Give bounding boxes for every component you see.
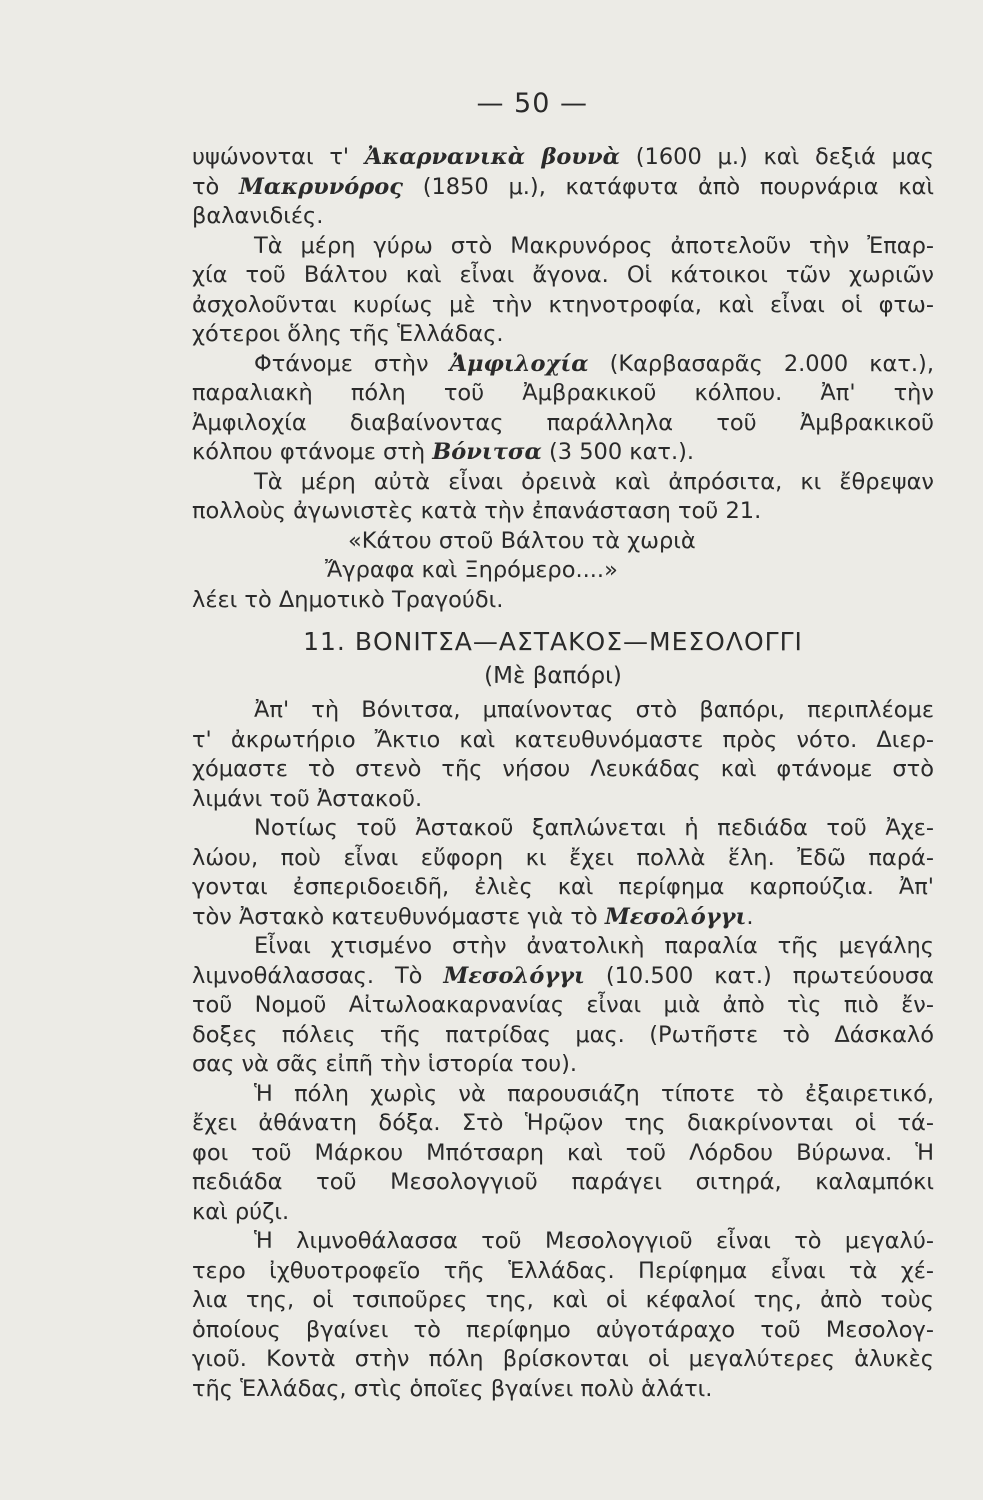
section-title: 11. ΒΟΝΙΤΣΑ—ΑΣΤΑΚΟΣ—ΜΕΣΟΛΟΓΓΙ xyxy=(303,627,803,656)
text-line: χία τοῦ Βάλτου καὶ εἶναι ἄγονα. Οἱ κάτοικοι τῶν χωριῶν xyxy=(192,262,934,288)
text-line: Τὰ μέρη γύρω στὸ Μακρυνόρος ἀποτελοῦν τὴν Ἐπαρ- xyxy=(254,232,934,259)
text-line: παραλιακὴ πόλη τοῦ Ἀμβρακικοῦ κόλπου. Ἀπ' τὴν xyxy=(192,380,934,406)
text-line: ἀσχολοῦνται κυρίως μὲ τὴν κτηνοτροφία, καὶ εἶναι οἱ φτω- xyxy=(192,291,934,318)
text-line: λια της, οἱ τσιποῦρες της, καὶ οἱ κέφαλοί της, ἀπὸ τοὺς xyxy=(192,1287,934,1313)
text-line: τοῦ Νομοῦ Αἰτωλοακαρνανίας εἶναι μιὰ ἀπὸ τὶς πιὸ ἔν- xyxy=(192,992,934,1018)
text-line: βαλανιδιές. xyxy=(192,203,324,229)
text-line: χότεροι ὅλης τῆς Ἑλλάδας. xyxy=(192,321,504,347)
text-line: Ἀμφιλοχία διαβαίνοντας παράλληλα τοῦ Ἀμβρακικοῦ xyxy=(192,409,934,436)
verse-line: «Κάτου στοῦ Βάλτου τὰ χωριὰ xyxy=(348,527,696,554)
text-line: γιοῦ. Κοντὰ στὴν πόλη βρίσκονται οἱ μεγαλύτερες ἁλυκὲς xyxy=(192,1346,934,1372)
text-line: Τὰ μέρη αὐτὰ εἶναι ὀρεινὰ καὶ ἀπρόσιτα, κι ἔθρεψαν xyxy=(254,468,934,495)
text-line: πολλοὺς ἀγωνιστὲς κατὰ τὴν ἐπανάσταση τοῦ 21. xyxy=(192,498,762,524)
text-line: Ἡ πόλη χωρὶς νὰ παρουσιάζη τίποτε τὸ ἐξαιρετικό, xyxy=(254,1080,934,1107)
place-name: Μεσολόγγι xyxy=(604,903,747,930)
text-line: Νοτίως τοῦ Ἀστακοῦ ξαπλώνεται ἡ πεδιάδα τοῦ Ἀχε- xyxy=(254,815,934,841)
text-line: τὸ Μακρυνόρος (1850 μ.), κατάφυτα ἀπὸ πουρνάρια καὶ xyxy=(192,173,934,200)
text-block-intro xyxy=(192,143,934,699)
place-name: Μεσολόγγι xyxy=(443,962,585,989)
text-line: λιμνοθάλασσας. Τὸ Μεσολόγγι (10.500 κατ.) πρωτεύουσα xyxy=(192,962,934,989)
text-line: Εἶναι χτισμένο στὴν ἀνατολικὴ παραλία τῆς μεγάλης xyxy=(254,933,934,959)
text-line: ὁποίους βγαίνει τὸ περίφημο αὐγοτάραχο τοῦ Μεσολογ- xyxy=(192,1316,934,1343)
place-name: Ἀμφιλοχία xyxy=(449,350,589,377)
text-line: καὶ ρύζι. xyxy=(192,1198,290,1225)
text-block-section-11 xyxy=(192,696,934,1404)
page-number: — 50 — xyxy=(476,88,588,119)
text-line: τὸν Ἀστακὸ κατευθυνόμαστε γιὰ τὸ Μεσολόγγι. xyxy=(192,903,754,930)
text-line: λιμάνι τοῦ Ἀστακοῦ. xyxy=(192,785,423,812)
section-subtitle: (Μὲ βαπόρι) xyxy=(484,663,622,689)
text-line: σας νὰ σᾶς εἰπῆ τὴν ἱστορία του). xyxy=(192,1051,578,1077)
text-line: λώου, ποὺ εἶναι εὔφορη κι ἔχει πολλὰ ἕλη. Ἐδῶ παρά- xyxy=(192,844,934,871)
text-line: Φτάνομε στὴν Ἀμφιλοχία (Καρβασαρᾶς 2.000 κατ.), xyxy=(254,350,934,377)
text-line: γονται ἐσπεριδοειδῆ, ἐλιὲς καὶ περίφημα καρπούζια. Ἀπ' xyxy=(192,874,934,900)
text-line: ἔχει ἀθάνατη δόξα. Στὸ Ἡρῷον της διακρίνονται οἱ τά- xyxy=(192,1110,934,1136)
text-line: πεδιάδα τοῦ Μεσολογγιοῦ παράγει σιτηρά, καλαμπόκι xyxy=(192,1169,934,1195)
text-line: χόμαστε τὸ στενὸ τῆς νήσου Λευκάδας καὶ φτάνομε στὸ xyxy=(192,756,934,782)
text-line: υψώνονται τ' Ἀκαρνανικὰ βουνὰ (1600 μ.) καὶ δεξιά μας xyxy=(192,144,934,170)
text-line: τ' ἀκρωτήριο Ἄκτιο καὶ κατευθυνόμαστε πρὸς νότο. Διερ- xyxy=(192,726,934,753)
text-line: κόλπου φτάνομε στὴ Βόνιτσα (3 500 κατ.). xyxy=(192,439,695,465)
text-line: τερο ἰχθυοτροφεῖο τῆς Ἑλλάδας. Περίφημα εἶναι τὰ χέ- xyxy=(192,1257,934,1284)
text-line: τῆς Ἑλλάδας, στὶς ὁποῖες βγαίνει πολὺ ἁλάτι. xyxy=(192,1375,713,1402)
text-line: Ἀπ' τὴ Βόνιτσα, μπαίνοντας στὸ βαπόρι, περιπλέομε xyxy=(254,697,934,723)
place-name: Βόνιτσα xyxy=(432,439,542,465)
verse-line: Ἄγραφα καὶ Ξηρόμερο....» xyxy=(325,557,618,583)
place-name: Μακρυνόρος xyxy=(239,173,403,200)
place-name: Ἀκαρνανικὰ βουνὰ xyxy=(364,144,620,170)
text-line: δοξες πόλεις τῆς πατρίδας μας. (Ρωτῆστε τὸ Δάσκαλό xyxy=(192,1021,934,1048)
text-line: φοι τοῦ Μάρκου Μπότσαρη καὶ τοῦ Λόρδου Βύρωνα. Ἡ xyxy=(192,1139,934,1166)
text-line: λέει τὸ Δημοτικὸ Τραγούδι. xyxy=(192,586,504,613)
text-line: Ἡ λιμνοθάλασσα τοῦ Μεσολογγιοῦ εἶναι τὸ μεγαλύ- xyxy=(254,1228,934,1254)
